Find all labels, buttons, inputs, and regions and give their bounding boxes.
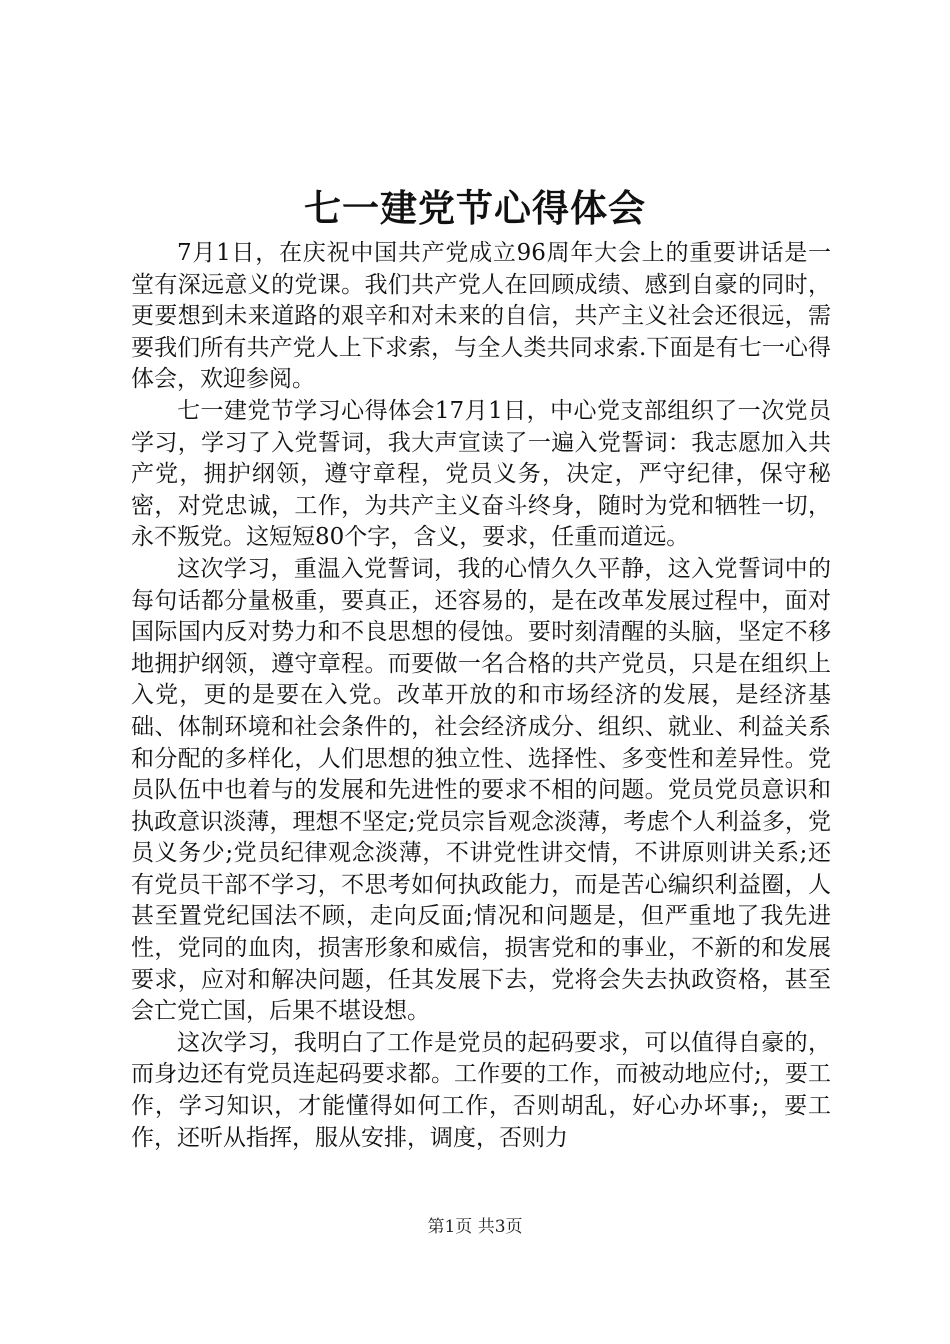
page-number-footer: 第1页 共3页 [427,1217,523,1237]
paragraph-work: 这次学习，我明白了工作是党员的起码要求，可以值得自豪的，而身边还有党员连起码要求都。工作要的工作，而被动地应付;，要工作，学习知识，才能懂得如何工作，否则胡乱，好心办坏事;，要工作，还听从指挥，服从安排，调度，否则力 [131,1029,831,1151]
paragraph-oath: 七一建党节学习心得体会17月1日，中心党支部组织了一次党员学习，学习了入党誓词，我大声宣读了一遍入党誓词：我志愿加入共产党，拥护纲领，遵守章程，党员义务，决定，严守纪律，保守秘密，对党忠诚，工作，为共产主义奋斗终身，随时为党和牺牲一切，永不叛党。这短短80个字，含义，要求，任重而道远。 [131,397,831,551]
paragraph-intro: 7月1日，在庆祝中国共产党成立96周年大会上的重要讲话是一堂有深远意义的党课。我们共产党人在回顾成绩、感到自豪的同时，更要想到未来道路的艰辛和对未来的自信，共产主义社会还很远，需要我们所有共产党人上下求索，与全人类共同求索.下面是有七一心得体会，欢迎参阅。 [131,240,831,393]
document-body [131,238,831,1154]
document-title: 七一建党节心得体会 [304,186,646,230]
paragraph-reflection: 这次学习，重温入党誓词，我的心情久久平静，这入党誓词中的每句话都分量极重，要真正，还容易的，是在改革发展过程中，面对国际国内反对势力和不良思想的侵蚀。要时刻清醒的头脑，坚定不移地拥护纲领，遵守章程。而要做一名合格的共产党员，只是在组织上入党，更的是要在入党。改革开放的和市场经济的发展，是经济基础、体制环境和社会条件的，社会经济成分、组织、就业、利益关系和分配的多样化，人们思想的独立性、选择性、多变性和差异性。党员队伍中也着与的发展和先进性的要求不相的问题。党员党员意识和执政意识淡薄，理想不坚定;党员宗旨观念淡薄，考虑个人利益多，党员义务少;党员纪律观念淡薄，不讲党性讲交情，不讲原则讲关系;还有党员干部不学习，不思考如何执政能力，而是苦心编织利益圈，人甚至置党纪国法不顾，走向反面;情况和问题是，但严重地了我先进性，党同的血肉，损害形象和威信，损害党和的事业，不新的和发展要求，应对和解决问题，任其发展下去，党将会失去执政资格，甚至会亡党亡国，后果不堪设想。 [131,555,831,1025]
